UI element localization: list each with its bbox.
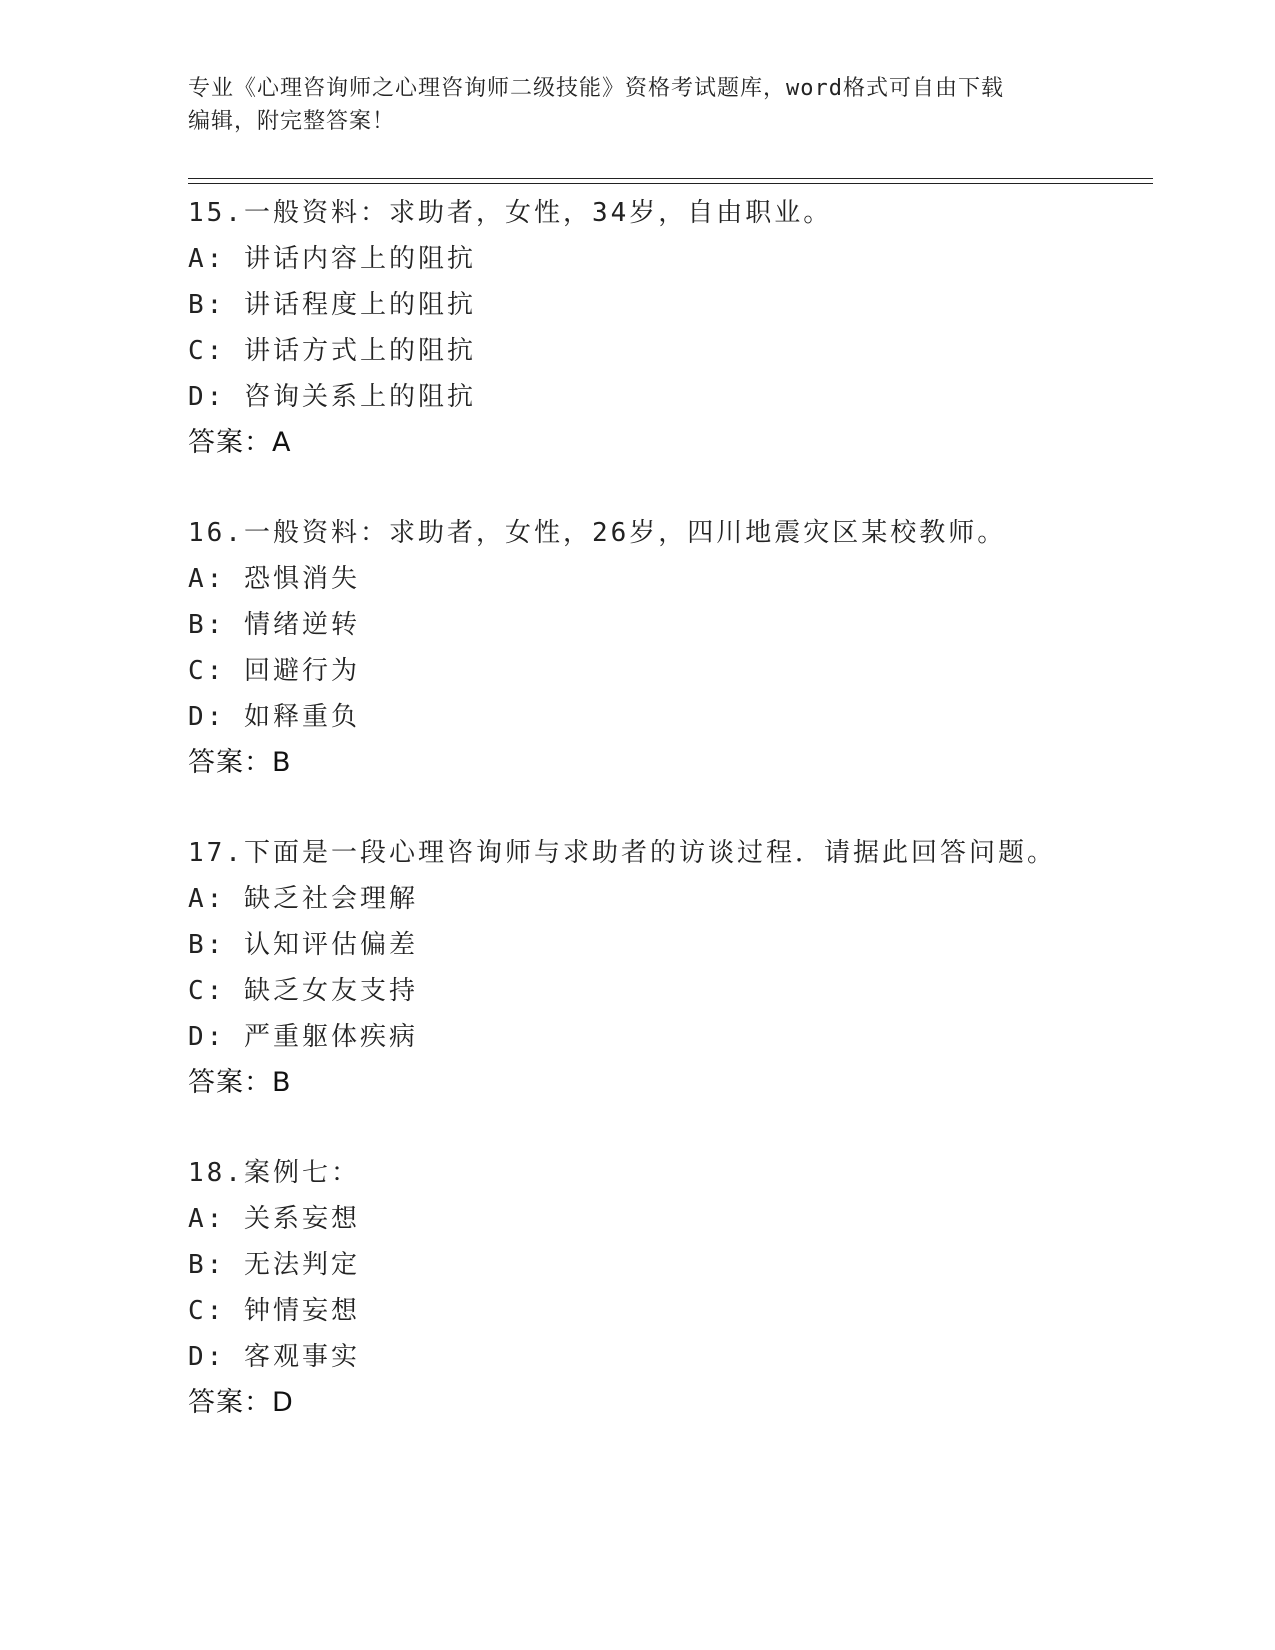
question-item bbox=[188, 1150, 1148, 1470]
option-text: 讲话方式上的阻抗 bbox=[243, 336, 476, 366]
option-d bbox=[188, 374, 1148, 420]
answer-label: 答案 bbox=[188, 747, 244, 778]
answer-separator: ： bbox=[244, 747, 272, 778]
answer-value: B bbox=[272, 1067, 292, 1098]
option-a bbox=[188, 236, 1148, 282]
option-text: 恐惧消失 bbox=[243, 564, 360, 594]
answer-line bbox=[188, 1380, 1148, 1426]
option-text: 情绪逆转 bbox=[243, 610, 360, 640]
option-text: 缺乏社会理解 bbox=[243, 884, 418, 914]
option-text: 客观事实 bbox=[243, 1342, 360, 1372]
option-separator: : bbox=[206, 1296, 244, 1326]
answer-line bbox=[188, 1060, 1148, 1106]
option-text: 讲话程度上的阻抗 bbox=[243, 290, 476, 320]
option-key: D bbox=[188, 1342, 207, 1372]
option-separator: : bbox=[206, 1250, 244, 1280]
option-b bbox=[188, 922, 1148, 968]
option-key: B bbox=[188, 610, 207, 640]
option-separator: : bbox=[206, 702, 244, 732]
question-number: 16. bbox=[188, 518, 244, 548]
question-stem bbox=[188, 190, 1148, 236]
question-text: 下面是一段心理咨询师与求助者的访谈过程．请据此回答问题。 bbox=[243, 838, 1056, 868]
option-d bbox=[188, 1334, 1148, 1380]
option-a bbox=[188, 876, 1148, 922]
option-text: 严重躯体疾病 bbox=[243, 1022, 418, 1052]
option-separator: : bbox=[206, 976, 244, 1006]
option-separator: : bbox=[206, 244, 244, 274]
answer-line bbox=[188, 420, 1148, 466]
header-divider-bottom bbox=[188, 183, 1153, 184]
question-list bbox=[188, 190, 1148, 1470]
question-number: 15. bbox=[188, 198, 244, 228]
answer-value: D bbox=[272, 1387, 294, 1418]
question-text: 一般资料：求助者，女性，26岁，四川地震灾区某校教师。 bbox=[243, 518, 1007, 548]
option-b bbox=[188, 602, 1148, 648]
option-key: A bbox=[188, 884, 207, 914]
option-separator: : bbox=[206, 884, 244, 914]
option-key: D bbox=[188, 382, 207, 412]
option-separator: : bbox=[206, 336, 244, 366]
option-d bbox=[188, 694, 1148, 740]
option-c bbox=[188, 648, 1148, 694]
question-text: 案例七： bbox=[243, 1158, 360, 1188]
option-separator: : bbox=[206, 290, 244, 320]
answer-separator: ： bbox=[244, 1387, 272, 1418]
question-stem bbox=[188, 830, 1148, 876]
option-text: 如释重负 bbox=[243, 702, 360, 732]
answer-label: 答案 bbox=[188, 427, 244, 458]
option-c bbox=[188, 328, 1148, 374]
option-separator: : bbox=[206, 1022, 244, 1052]
answer-label: 答案 bbox=[188, 1387, 244, 1418]
question-text: 一般资料：求助者，女性，34岁，自由职业。 bbox=[243, 198, 833, 228]
option-separator: : bbox=[206, 382, 244, 412]
answer-line bbox=[188, 740, 1148, 786]
option-key: A bbox=[188, 244, 207, 274]
option-a bbox=[188, 1196, 1148, 1242]
option-key: C bbox=[188, 976, 207, 1006]
question-number: 18. bbox=[188, 1158, 244, 1188]
option-separator: : bbox=[206, 656, 244, 686]
option-key: D bbox=[188, 1022, 207, 1052]
option-text: 钟情妄想 bbox=[243, 1296, 360, 1326]
option-separator: : bbox=[206, 1204, 244, 1234]
header-divider-top bbox=[188, 178, 1153, 179]
option-text: 讲话内容上的阻抗 bbox=[243, 244, 476, 274]
option-separator: : bbox=[206, 564, 244, 594]
option-separator: : bbox=[206, 610, 244, 640]
option-c bbox=[188, 1288, 1148, 1334]
header-line-1: 专业《心理咨询师之心理咨询师二级技能》资格考试题库，word格式可自由下载 bbox=[188, 76, 1004, 101]
option-d bbox=[188, 1014, 1148, 1060]
option-b bbox=[188, 282, 1148, 328]
question-item bbox=[188, 190, 1148, 510]
option-key: C bbox=[188, 336, 207, 366]
answer-separator: ： bbox=[244, 1067, 272, 1098]
question-stem bbox=[188, 1150, 1148, 1196]
option-b bbox=[188, 1242, 1148, 1288]
option-key: D bbox=[188, 702, 207, 732]
option-separator: : bbox=[206, 1342, 244, 1372]
question-item bbox=[188, 510, 1148, 830]
answer-value: A bbox=[272, 427, 292, 458]
option-text: 咨询关系上的阻抗 bbox=[243, 382, 476, 412]
option-text: 无法判定 bbox=[243, 1250, 360, 1280]
answer-label: 答案 bbox=[188, 1067, 244, 1098]
option-key: A bbox=[188, 1204, 207, 1234]
document-header bbox=[188, 72, 1088, 138]
option-text: 回避行为 bbox=[243, 656, 360, 686]
answer-value: B bbox=[272, 747, 292, 778]
option-key: C bbox=[188, 656, 207, 686]
option-key: B bbox=[188, 290, 207, 320]
answer-separator: ： bbox=[244, 427, 272, 458]
option-separator: : bbox=[206, 930, 244, 960]
option-text: 关系妄想 bbox=[243, 1204, 360, 1234]
option-key: B bbox=[188, 1250, 207, 1280]
option-key: A bbox=[188, 564, 207, 594]
option-c bbox=[188, 968, 1148, 1014]
option-key: B bbox=[188, 930, 207, 960]
question-number: 17. bbox=[188, 838, 244, 868]
question-stem bbox=[188, 510, 1148, 556]
option-key: C bbox=[188, 1296, 207, 1326]
option-text: 认知评估偏差 bbox=[243, 930, 418, 960]
option-a bbox=[188, 556, 1148, 602]
question-item bbox=[188, 830, 1148, 1150]
header-line-2: 编辑，附完整答案！ bbox=[188, 109, 396, 134]
option-text: 缺乏女友支持 bbox=[243, 976, 418, 1006]
